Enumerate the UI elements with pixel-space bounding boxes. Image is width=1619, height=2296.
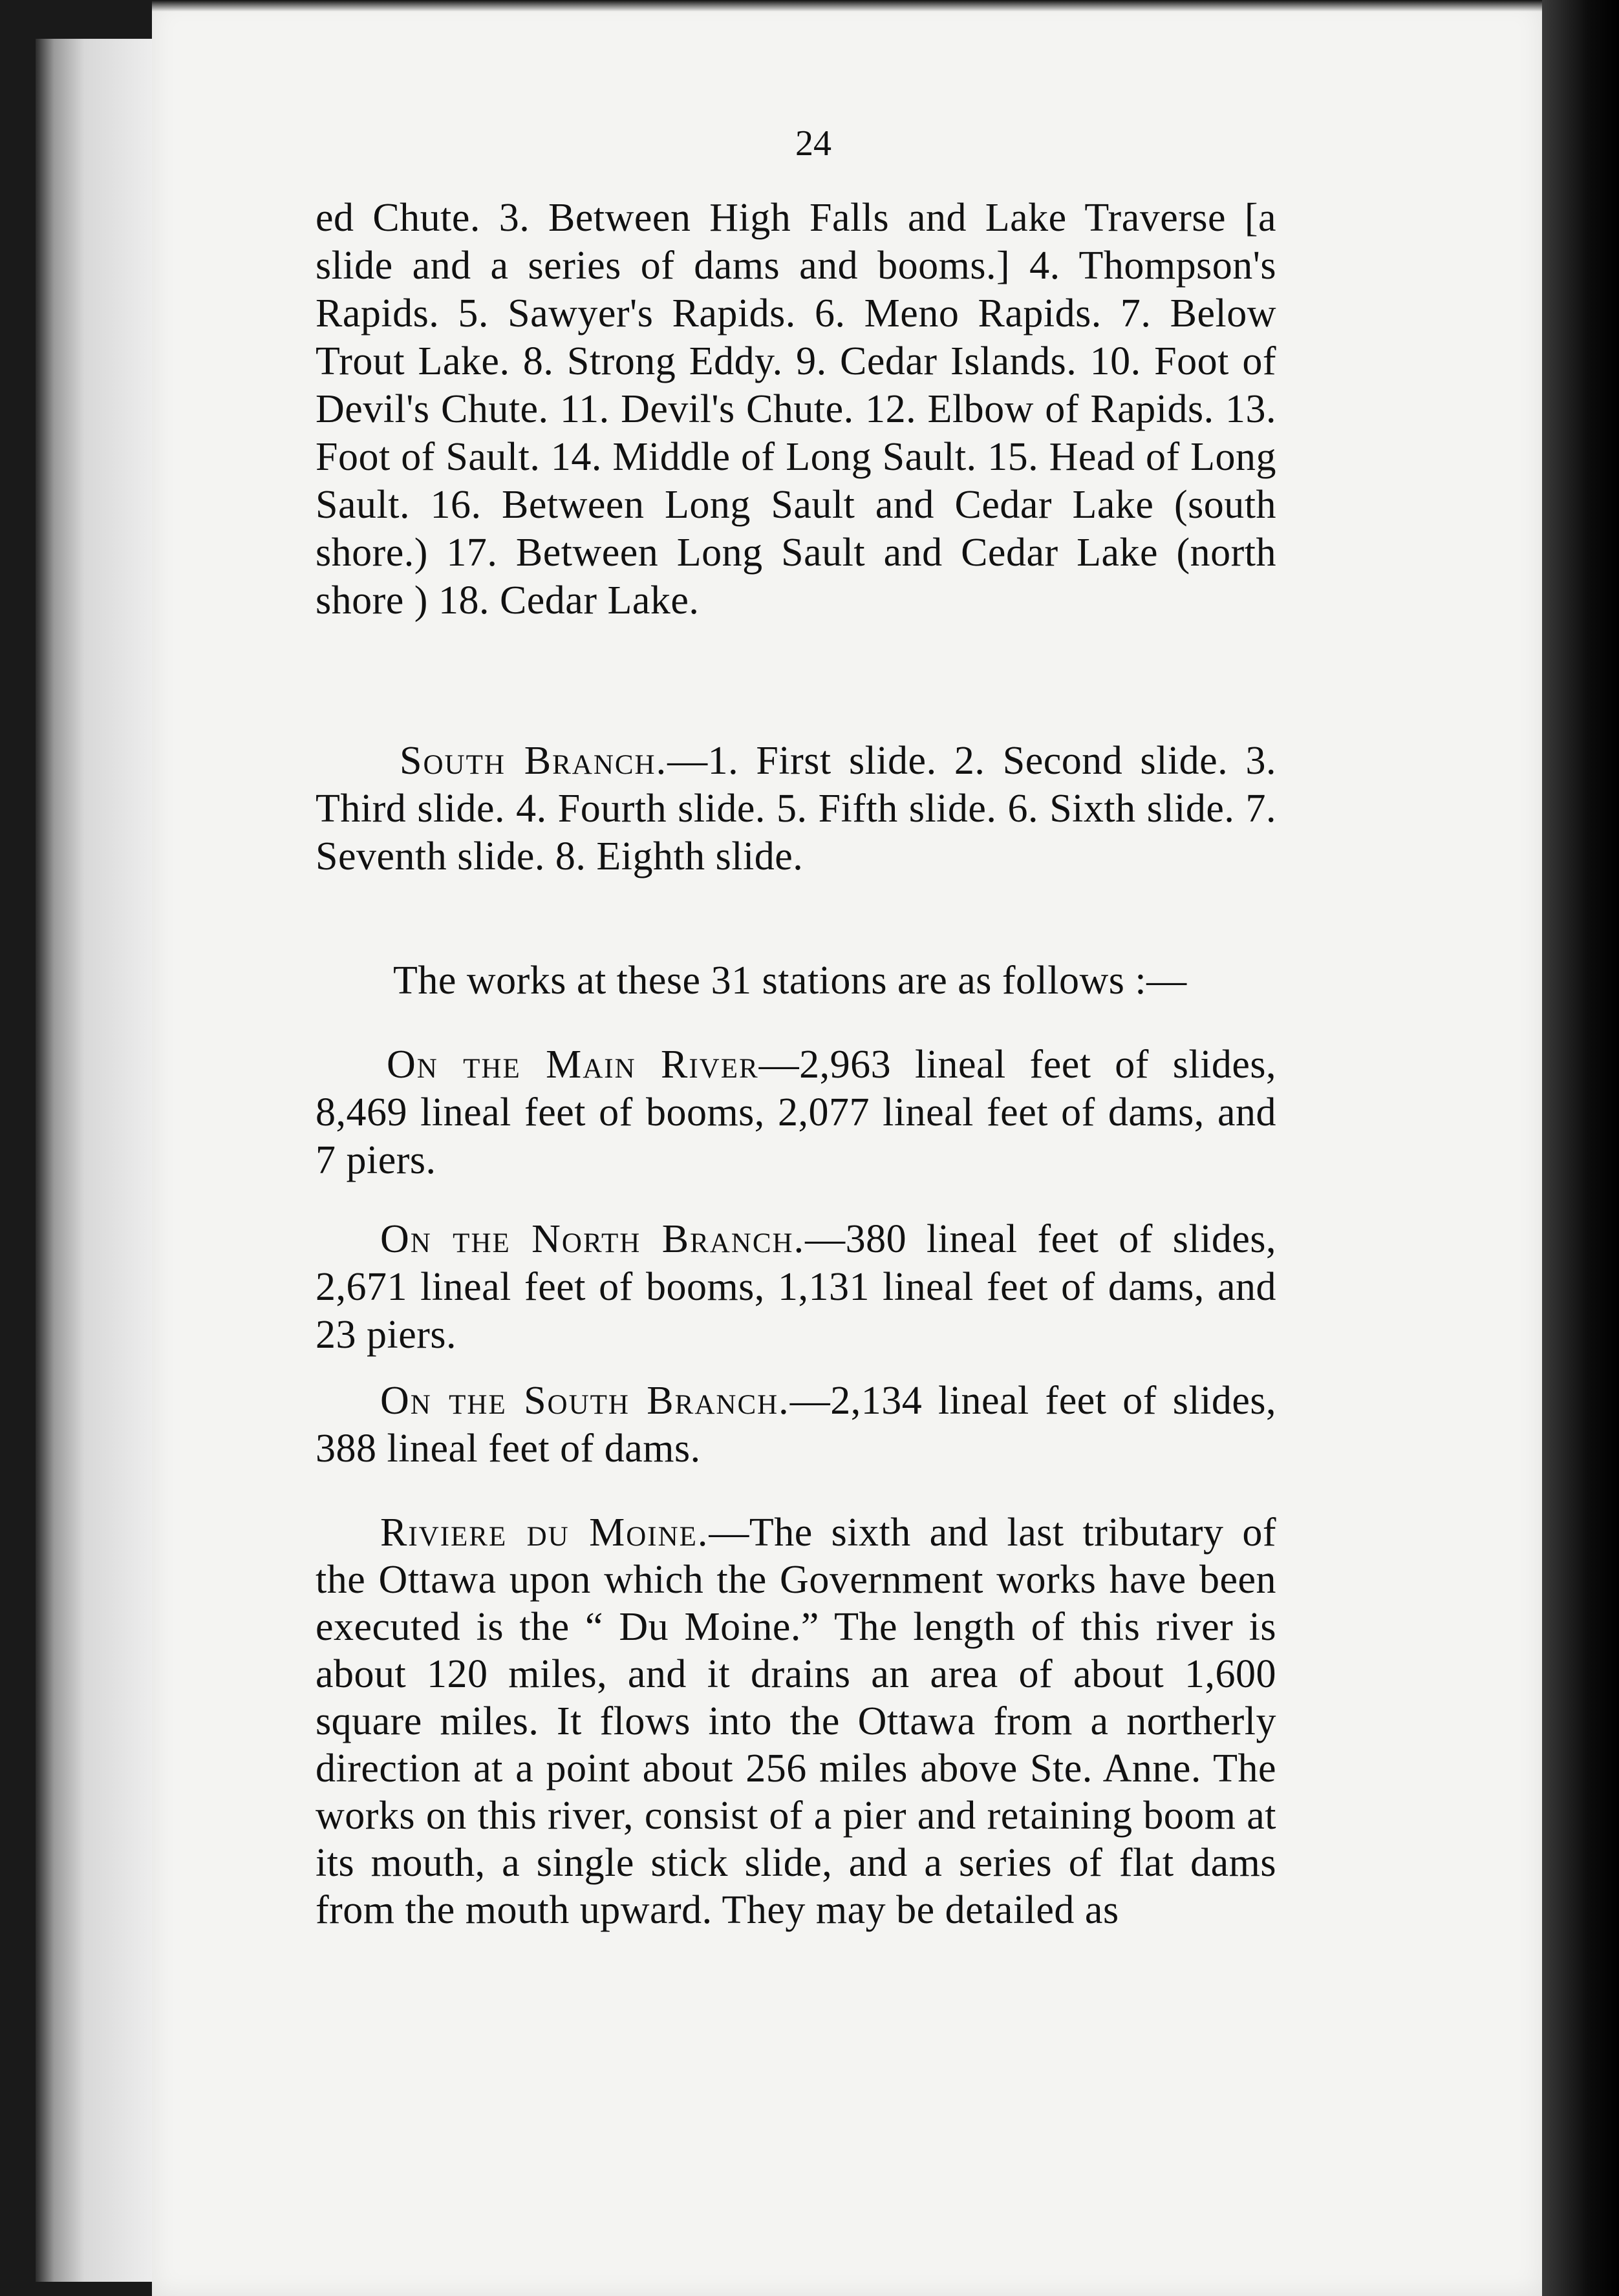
top-shadow <box>152 0 1542 12</box>
section-heading-north-branch: On the North Branch. <box>380 1217 806 1261</box>
right-binding-shadow <box>1542 0 1619 2296</box>
north-branch-works-text: —380 lineal feet of slides, 2,671 lineal feet of booms, 1,131 lineal feet of dams, and 23 piers. <box>316 1217 1276 1357</box>
left-page-edge <box>36 39 158 2282</box>
paragraph-riviere-du-moine <box>316 1509 1276 1934</box>
riviere-du-moine-text: —The sixth and last tributary of the Ottawa upon which the Government works have been executed is the “ Du Moine.” The length of this river is about 120 miles, and it drains an area of about 1,600 square miles. It flows into the Ottawa from a northerly direction at a point about 256 miles above Ste. Anne. The works on this river, consist of a pier and retaining boom at its mouth, a single stick slide, and a series of flat dams from the mouth upward. They may be detailed as <box>316 1511 1276 1932</box>
main-river-works-text: —2,963 lineal feet of slides, 8,469 lineal feet of booms, 2,077 lineal feet of dams, and 7 piers. <box>316 1043 1276 1182</box>
paragraph-works-intro: The works at these 31 stations are as follows :— <box>393 959 1187 1003</box>
section-heading-main-river: On the Main River <box>387 1043 759 1087</box>
paragraph-stations-main: ed Chute. 3. Between High Falls and Lake Traverse [a slide and a series of dams and booms.] 4. Thompson's Rapids. 5. Sawyer's Rapids. 6. Meno Rapids. 7. Below Trout Lake. 8. Strong Eddy. 9. Cedar Islands. 10. Foot of Devil's Chute. 11. Devil's Chute. 12. Elbow of Rapids. 13. Foot of Sault. 14. Middle of Long Sault. 15. Head of Long Sault. 16. Between Long Sault and Cedar Lake (south shore.) 17. Between Long Sault and Cedar Lake (north shore ) 18. Cedar Lake. <box>316 196 1276 622</box>
paragraph-south-branch-works <box>316 1377 1276 1472</box>
south-branch-works-text: —2,134 lineal feet of slides, 388 lineal feet of dams. <box>316 1379 1276 1471</box>
section-heading-riviere-du-moine: Riviere du Moine. <box>380 1511 709 1555</box>
paragraph-north-branch-works <box>316 1215 1276 1359</box>
south-branch-stations-text: —1. First slide. 2. Second slide. 3. Third slide. 4. Fourth slide. 5. Fifth slide. 6. Sixth slide. 7. Seventh slide. 8. Eighth slide. <box>316 739 1276 878</box>
section-heading-south-branch: South Branch. <box>400 739 668 783</box>
page-number: 24 <box>795 123 831 164</box>
paragraph-south-branch-stations <box>316 737 1276 880</box>
paragraph-main-river-works <box>316 1041 1276 1184</box>
section-heading-south-branch-works: On the South Branch. <box>380 1379 790 1423</box>
